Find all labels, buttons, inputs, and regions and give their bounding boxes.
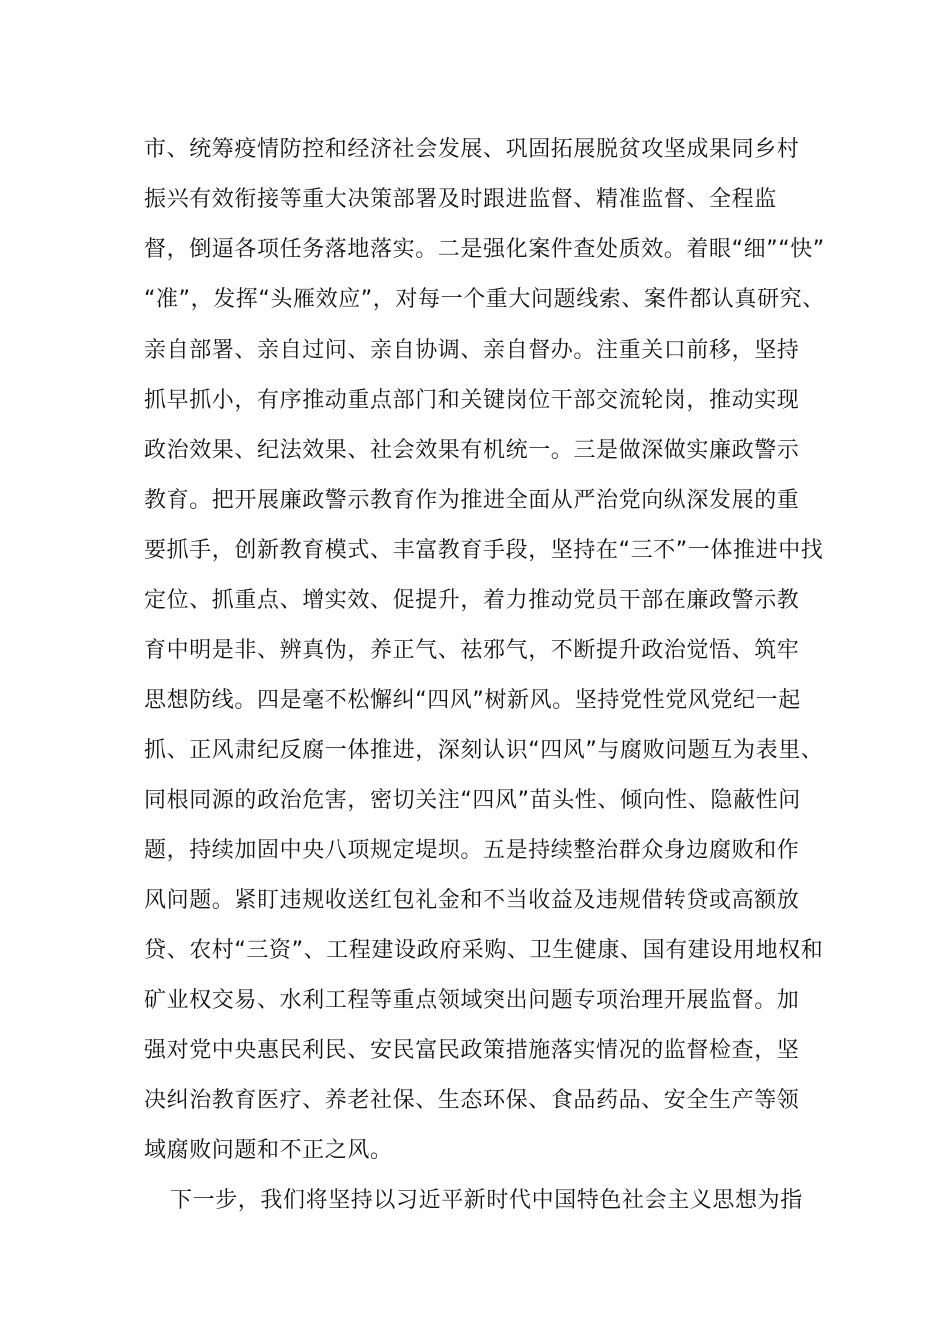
text-line: 风问题。紧盯违规收送红包礼金和不当收益及违规借转贷或高额放 — [144, 888, 800, 913]
text-line: 抓早抓小，有序推动重点部门和关键岗位干部交流轮岗，推动实现 — [144, 388, 800, 413]
text-line: 域腐败问题和不正之风。 — [144, 1138, 393, 1163]
text-line: “准”，发挥“头雁效应”，对每一个重大问题线索、案件都认真研究、 — [144, 287, 825, 312]
text-line: 定位、抓重点、增实效、促提升，着力推动党员干部在廉政警示教 — [144, 588, 800, 613]
text-line: 亲自部署、亲自过问、亲自协调、亲自督办。注重关口前移，坚持 — [144, 338, 800, 363]
text-line: 同根同源的政治危害，密切关注“四风”苗头性、倾向性、隐蔽性问 — [144, 788, 801, 813]
text-line: 矿业权交易、水利工程等重点领域突出问题专项治理开展监督。加 — [144, 988, 800, 1013]
text-line: 督，倒逼各项任务落地落实。二是强化案件查处质效。着眼“细”“快” — [144, 237, 825, 262]
text-line: 强对党中央惠民利民、安民富民政策措施落实情况的监督检查，坚 — [144, 1038, 800, 1063]
text-line: 政治效果、纪法效果、社会效果有机统一。三是做深做实廉政警示 — [144, 438, 800, 463]
text-line: 决纠治教育医疗、养老社保、生态环保、食品药品、安全生产等领 — [144, 1088, 800, 1113]
text-line: 市、统筹疫情防控和经济社会发展、巩固拓展脱贫攻坚成果同乡村 — [144, 137, 800, 162]
text-line: 贷、农村“三资”、工程建设政府采购、卫生健康、国有建设用地权和 — [144, 938, 824, 963]
text-line: 思想防线。四是毫不松懈纠“四风”树新风。坚持党性党风党纪一起 — [144, 688, 801, 713]
text-line: 题，持续加固中央八项规定堤坝。五是持续整治群众身边腐败和作 — [144, 838, 800, 863]
text-line: 抓、正风肃纪反腐一体推进，深刻认识“四风”与腐败问题互为表里、 — [144, 738, 824, 763]
text-line: 振兴有效衔接等重大决策部署及时跟进监督、精准监督、全程监 — [144, 187, 777, 212]
paragraph-start-line: 下一步，我们将坚持以习近平新时代中国特色社会主义思想为指 — [170, 1188, 803, 1213]
text-line: 要抓手，创新教育模式、丰富教育手段，坚持在“三不”一体推进中找 — [144, 538, 824, 563]
text-line: 教育。把开展廉政警示教育作为推进全面从严治党向纵深发展的重 — [144, 488, 800, 513]
text-line: 育中明是非、辨真伪，养正气、祛邪气，不断提升政治觉悟、筑牢 — [144, 638, 800, 663]
